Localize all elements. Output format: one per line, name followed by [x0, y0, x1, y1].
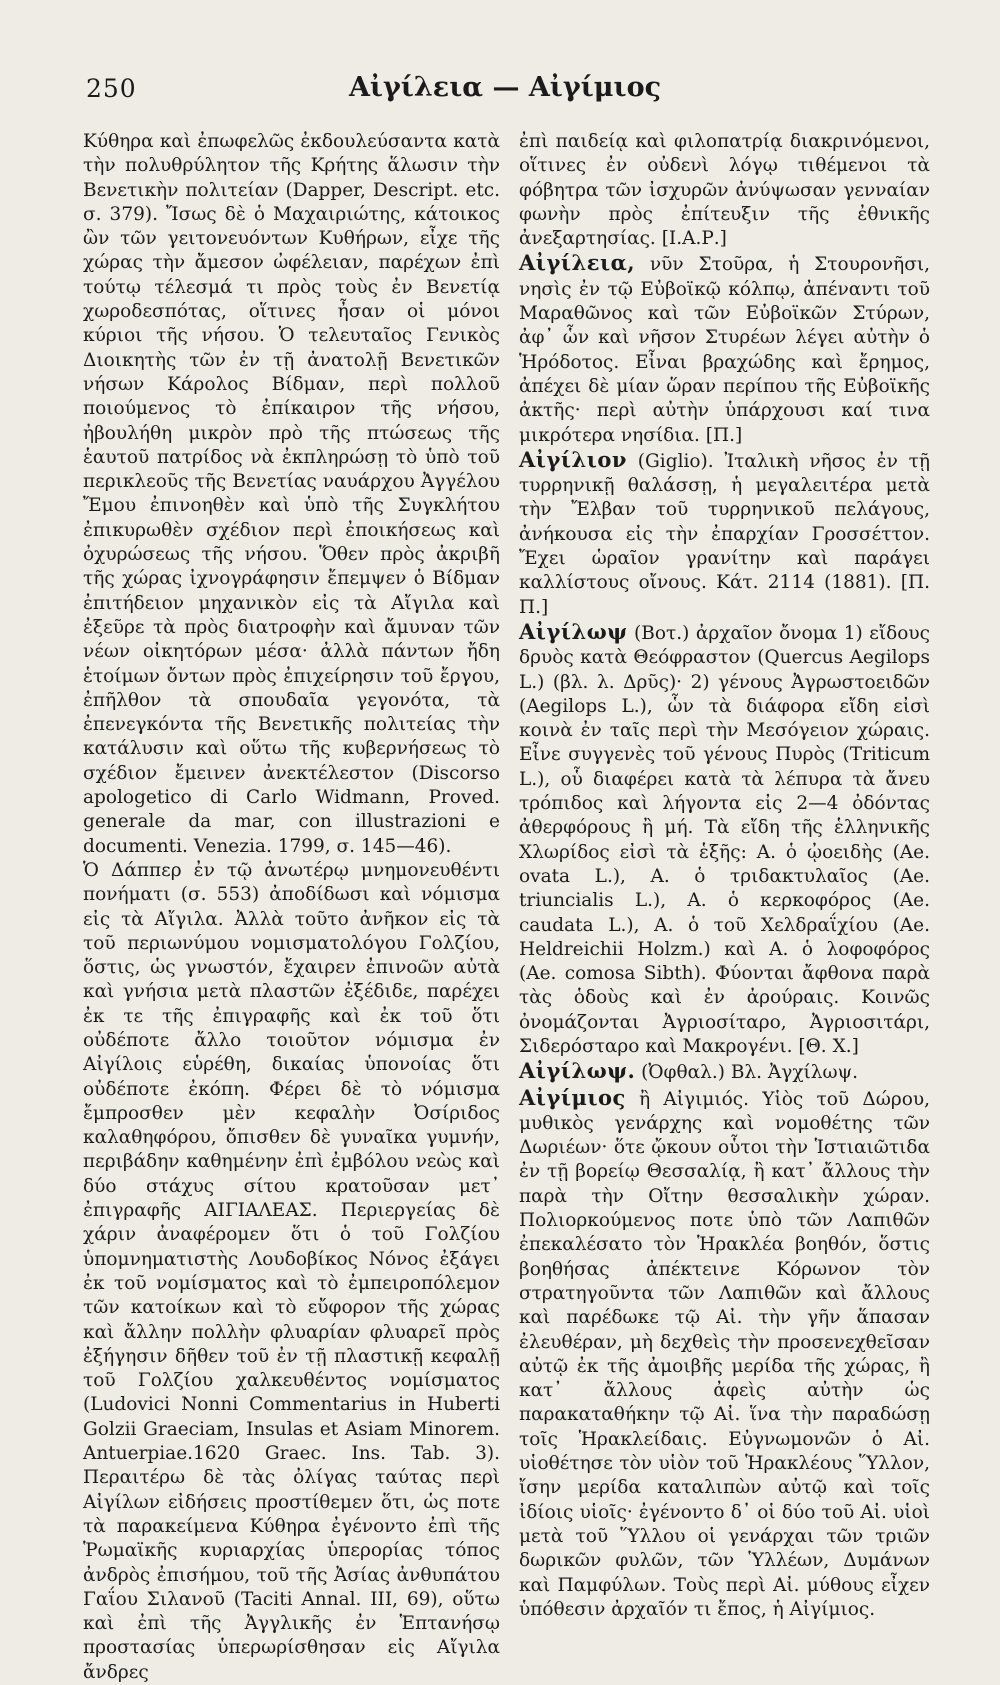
- running-title: Αἰγίλεια — Αἰγίμιος: [348, 72, 662, 103]
- page-number: 250: [86, 74, 137, 103]
- page-header: [80, 70, 930, 110]
- coin-paragraph: Ὁ Δάππερ ἐν τῷ ἀνωτέρῳ μνημονευθέντι πονήματι (σ. 553) ἀποδίδωσι καὶ νόμισμα εἰς τὰ Αἴγιλα. Ἀλλὰ τοῦτο ἀνῆκον εἰς τὰ τοῦ περιωνύμου νομισματολόγου Γολζίου, ὅστις, ὡς γνωστόν, ἔχαιρεν ἐπινοῶν αὐτὰ καὶ γνήσια μετὰ πλαστῶν ἐξέδιδε, παρέχει ἐκ τε τῆς ἐπιγραφῆς καὶ ἐκ τοῦ ὅτι οὐδέποτε ἄλλο τοιοῦτον νόμισμα ἐν Αἰγίλοις εὑρέθη, δικαίας ὑπονοίας ὅτι οὐδέποτε ἐκόπη. Φέρει δὲ τὸ νόμισμα ἔμπροσθεν μὲν κεφαλὴν Ὀσίριδος καλαθηφόρου, ὄπισθεν δὲ γυναῖκα γυμνήν, περιβάδην καθημένην ἐπὶ ἐμβόλου νεὼς καὶ δύο στάχυς σίτου κρατοῦσαν μετ᾽ ἐπιγραφῆς ΑΙΓΙΑΛΕΑΣ. Περιεργείας δὲ χάριν ἀναφέρομεν ὅτι ὁ τοῦ Γολζίου ὑπομνηματιστὴς Λουδοβίκος Νόνος ἐξάγει ἐκ τοῦ νομίσματος καὶ τὸ ἐμπειροπόλεμον τῶν κατοίκων καὶ τὸ εὔφορον τῆς χώρας καὶ ἄλλην πολλὴν φλυαρίαν φλυαρεῖ πρὸς ἐξήγησιν δῆθεν τοῦ ἐν τῇ πλαστικῇ κεφαλῇ τοῦ Γολζίου χαλκευθέντος νομίσματος (Ludovici Nonni Commentarius in Huberti Golzii Graeciam, Insulas et Asiam Minorem. Antuerpiae.1620 Graec. Ins. Tab. 3). Περαιτέρω δὲ τὰς ὀλίγας ταύτας περὶ Αἰγίλων εἰδήσεις προστίθεμεν ὅτι, ὡς ποτε τὰ παρακείμενα Κύθηρα ἐγένοντο ἐπὶ τῆς Ῥωμαϊκῆς κυριαρχίας ὑπερορίας τόπος ἀνδρὸς ἐπισήμου, τοῦ τῆς Ἀσίας ἀνθυπάτου Γαΐου Σιλανοῦ (Taciti Annal. III, 69), οὕτω καὶ ἐπὶ τῆς Ἀγγλικῆς ἐν Ἑπτανήσῳ προστασίας ὑπερωρίσθησαν εἰς Αἴγιλα ἄνδρες: [83, 859, 500, 1683]
- left-column: [83, 130, 500, 1683]
- headword: Αἰγίλωψ: [519, 618, 628, 644]
- entry-continuation-paragraph: Κύθηρα καὶ ἐπωφελῶς ἐκδουλεύσαντα κατὰ τὴν πολυθρύλητον τῆς Κρήτης ἅλωσιν τὴν Βενετικὴν πολιτείαν (Dapper, Descript. etc. σ. 379). Ἴσως δὲ ὁ Μαχαιριώτης, κάτοικος ὢν τῶν γειτονευόντων Κυθήρων, εἶχε τῆς χώρας τὴν ἄμεσον ὠφέλειαν, παρέχων ἐπὶ τούτῳ τέλεσμά τι πρὸς τοὺς ἐν Βενετίᾳ χωροδεσπότας, οἵτινες ἦσαν οἱ μόνοι κύριοι τῆς νήσου. Ὁ τελευταῖος Γενικὸς Διοικητὴς τῶν ἐν τῇ ἀνατολῇ Βενετικῶν νήσων Κάρολος Βίδμαν, περὶ πολλοῦ ποιούμενος τὸ ἐπίκαιρον τῆς νήσου, ἠβουλήθη μικρὸν πρὸ τῆς πτώσεως τῆς ἑαυτοῦ πατρίδος νὰ ἐκπληρώσῃ τὸ ὑπὸ τοῦ περικλεοῦς τῆς Βενετίας ναυάρχου Ἀγγέλου Ἔμου ἐπινοηθὲν καὶ ὑπὸ τῆς Συγκλήτου ἐπικυρωθὲν σχέδιον περὶ ἐποικήσεως καὶ ὀχυρώσεως τῆς νήσου. Ὅθεν πρὸς ἀκριβῆ τῆς χώρας ἰχνογράφησιν ἔπεμψεν ὁ Βίδμαν ἐπιτήδειον μηχανικὸν εἰς τὰ Αἴγιλα καὶ ἐξεῦρε τὰ πρὸς διατροφὴν καὶ ἄμυναν τῶν νέων οἰκητόρων μέσα· ἀλλὰ πάντων ἤδη ἑτοίμων ὄντων πρὸς ἐπιχείρησιν τοῦ ἔργου, ἐπῆλθον τὰ σπουδαῖα γεγονότα, τὰ ἐπενεγκόντα τῆς Βενετικῆς πολιτείας τὴν κατάλυσιν καὶ οὕτω τῆς κυβερνήσεως τὸ σχέδιον ἔμεινεν ἀνεκτέλεστον (Discorso apologetico di Carlo Widmann, Proved. generale da mar, con illustrazioni e documenti. Venezia. 1799, σ. 145—46).: [83, 131, 500, 857]
- headword: Αἰγίλωψ.: [519, 1058, 636, 1084]
- entry-aigilops-ophthalmology: [519, 1059, 930, 1085]
- entry-text: (Ὀφθαλ.) Βλ. Ἀγχίλωψ.: [635, 1062, 858, 1084]
- entry-aigilion: [519, 448, 930, 620]
- right-column: [519, 130, 930, 1620]
- entry-continuation-text: ἐπὶ παιδείᾳ καὶ φιλοπατρίᾳ διακρινόμενοι, οἵτινες ἐν οὐδενὶ λόγῳ τιθέμενοι τὰ φόβητρα τῶν ἰσχυρῶν ἀνύψωσαν γενναίαν φωνὴν πρὸς ἐπίτευξιν τῆς ἐθνικῆς ἀνεξαρτησίας. [Ι.Α.Ρ.]: [519, 131, 930, 250]
- entry-text: (Giglio). Ἰταλικὴ νῆσος ἐν τῇ τυρρηνικῇ θαλάσσῃ, ἡ μεγαλειτέρα μετὰ τὴν Ἔλβαν τοῦ τυρρηνικοῦ πελάγους, ἀνήκουσα εἰς τὴν ἐπαρχίαν Γροσσέττον. Ἔχει ὡραῖον γρανίτην καὶ παράγει καλλίστους οἴνους. Κάτ. 2114 (1881). [Π. Π.]: [519, 450, 930, 618]
- headword: Αἰγίμιος: [519, 1084, 626, 1110]
- headword: Αἰγίλιον: [519, 446, 627, 472]
- entry-text: νῦν Στοῦρα, ἡ Στουρονῆσι, νησὶς ἐν τῷ Εὐβοϊκῷ κόλπῳ, ἀπέναντι τοῦ Μαραθῶνος καὶ τῶν Εὐβοϊκῶν Στύρων, ἀφ᾽ ὧν καὶ νῆσον Στυρέων λέγει αὐτὴν ὁ Ἡρόδοτος. Εἶναι βραχώδης καὶ ἔρημος, ἀπέχει δὲ μίαν ὥραν περίπου τῆς Εὐβοϊκῆς ἀκτῆς· περὶ αὐτὴν ὑπάρχουσι καί τινα μικρότερα νησίδια. [Π.]: [519, 254, 930, 446]
- entry-aigileia: [519, 251, 930, 447]
- entry-aigilops-botany: [519, 620, 930, 1059]
- entry-aigimios: [519, 1086, 930, 1623]
- entry-text: (Βοτ.) ἀρχαῖον ὄνομα 1) εἴδους δρυὸς κατὰ Θεόφραστον (Quercus Aegilops L.) (βλ. λ. Δρῦς)· 2) γένους Ἀγρωστοειδῶν (Aegilops L.), ὧν τὰ διάφορα εἴδη εἰσὶ κοινὰ ἐν ταῖς περὶ τὴν Μεσόγειον χώραις. Εἶνε συγγενὲς τοῦ γένους Πυρὸς (Triticum L.), οὗ διαφέρει κατὰ τὰ λέπυρα τὰ ἄνευ τρόπιδος καὶ λήγοντα εἰς 2—4 ὀδόντας ἀθερφόρους ἢ μή. Τὰ εἴδη τῆς ἑλληνικῆς Χλωρίδος εἰσὶ τὰ ἑξῆς: Α. ὁ ᾠοειδὴς (Ae. ovata L.), Α. ὁ τριδακτυλαῖος (Ae. triuncialis L.), Α. ὁ κερκοφόρος (Ae. caudata L.), Α. ὁ τοῦ Χελδραΐχίου (Ae. Heldreichii Holzm.) καὶ Α. ὁ λοφοφόρος (Ae. comosa Sibth). Φύονται ἄφθονα παρὰ τὰς ὁδοὺς καὶ ἐν ἀρούραις. Κοινῶς ὀνομάζονται Ἀγριοσίταρο, Ἀγριοσιτάρι, Σιδερόσταρο καὶ Μακρογένι. [Θ. Χ.]: [519, 622, 930, 1057]
- headword: Αἰγίλεια,: [519, 250, 636, 276]
- entry-text: ἢ Αἰγιμιός. Υἱὸς τοῦ Δώρου, μυθικὸς γενάρχης καὶ νομοθέτης τῶν Δωριέων· ὅτε ᾤκουν οὗτοι τὴν Ἱστιαιῶτιδα ἐν τῇ βορείῳ Θεσσαλίᾳ, ἢ κατ᾽ ἄλλους τὴν παρὰ τὴν Οἴτην θεσσαλικὴν χώραν. Πολιορκούμενος ποτε ὑπὸ τῶν Λαπιθῶν ἐπεκαλέσατο τὸν Ἡρακλέα βοηθόν, ὅστις βοηθήσας ἀπέκτεινε Κόρωνον τὸν στρατηγοῦντα τῶν Λαπιθῶν καὶ ἄλλους καὶ παρέδωκε τῷ Αἰ. τὴν γῆν ἅπασαν ἐλευθέραν, μὴ δεχθεὶς τὴν προσενεχθεῖσαν αὐτῷ ἐκ τῆς ἀμοιβῆς μερίδα τῆς χώρας, ἢ κατ᾽ ἄλλους ἀφεὶς αὐτὴν ὡς παρακαταθήκην τῷ Αἰ. ἵνα τὴν παραδώσῃ τοῖς Ἡρακλείδαις. Εὐγνωμονῶν ὁ Αἰ. υἱοθέτησε τὸν υἱὸν τοῦ Ἡρακλέους Ὕλλον, ἴσην μερίδα καταλιπὼν αὐτῷ καὶ τοῖς ἰδίοις υἱοῖς· ἐγένοντο δ᾽ οἱ δύο τοῦ Αἰ. υἱοὶ μετὰ τοῦ Ὕλλου οἱ γενάρχαι τῶν τριῶν δωρικῶν φυλῶν, τῶν Ὑλλέων, Δυμάνων καὶ Παμφύλων. Τοὺς περὶ Αἰ. μύθους εἶχεν ὑπόθεσιν ἀρχαῖόν τι ἔπος, ἡ Αἰγίμιος.: [519, 1088, 930, 1620]
